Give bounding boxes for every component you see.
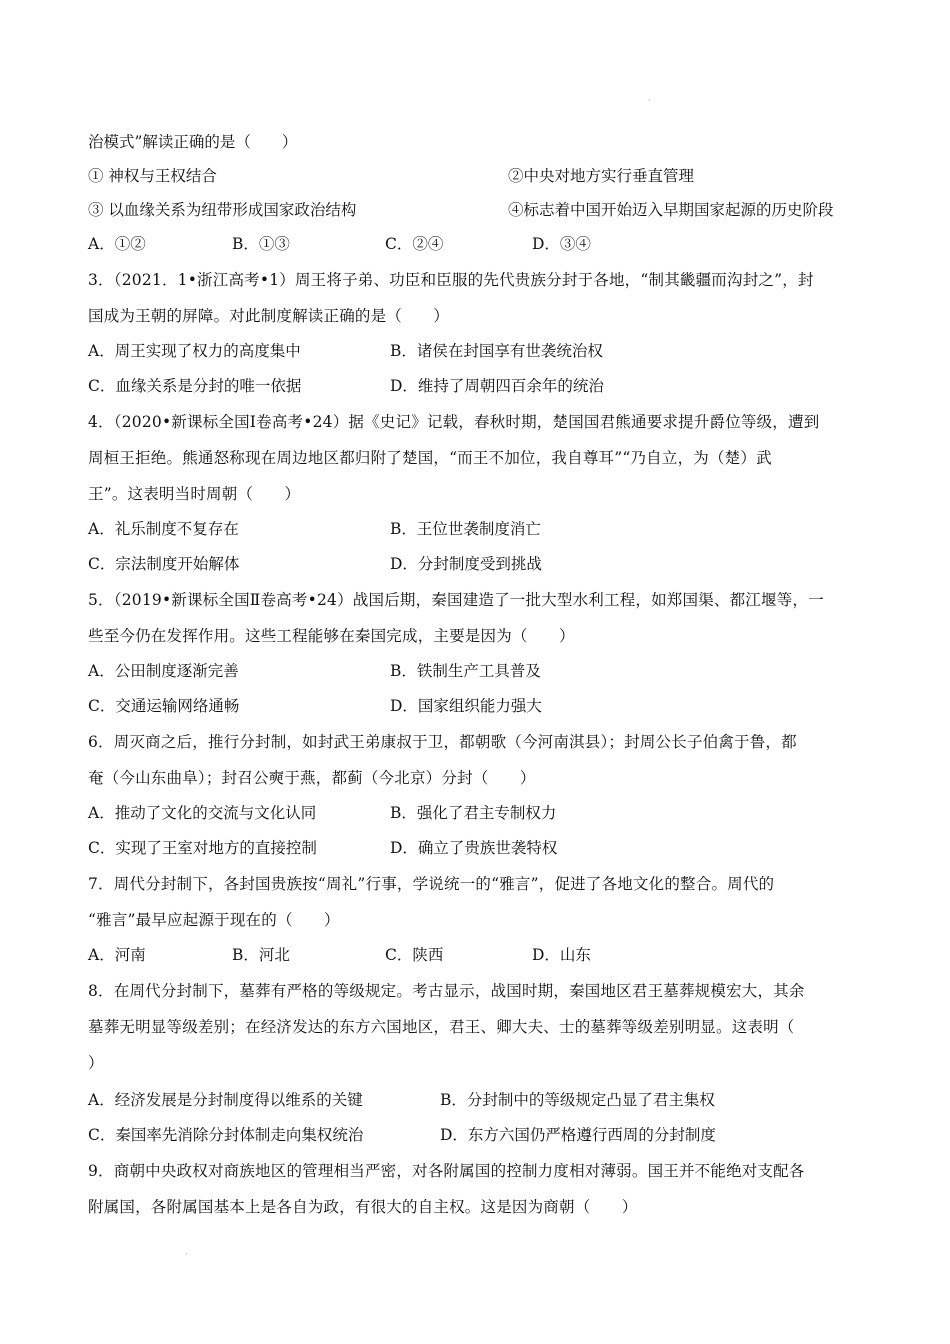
q2-option-d: D．③④ <box>532 235 591 253</box>
q4-line-1: 4．（2020•新课标全国Ⅰ卷高考•24）据《史记》记载，春秋时期，楚国国君熊通要求提升爵位等级，遭到 <box>88 413 820 431</box>
q3-option-a: A．周王实现了权力的高度集中 <box>88 342 301 360</box>
q5-option-d: D．国家组织能力强大 <box>390 697 542 715</box>
q2-option-b: B．①③ <box>232 235 290 253</box>
q7-option-b: B．河北 <box>232 946 290 964</box>
q6-option-b: B．强化了君主专制权力 <box>390 804 557 822</box>
q8-line-2: 墓葬无明显等级差别；在经济发达的东方六国地区，君王、卿大夫、士的墓葬等级差别明显。这表明（ <box>88 1018 795 1036</box>
q4-line-2: 周桓王拒绝。熊通怒称现在周边地区都归附了楚国，“而王不加位，我自尊耳”“乃自立，为（楚）武 <box>88 449 772 467</box>
q6-line-1: 6．周灭商之后，推行分封制，如封武王弟康叔于卫，都朝歌（今河南淇县）；封周公长子伯禽于鲁，都 <box>88 733 797 751</box>
q8-option-a: A．经济发展是分封制度得以维系的关键 <box>88 1091 363 1109</box>
q8-line-3: ） <box>88 1054 104 1072</box>
q6-line-2: 奄（今山东曲阜）；封召公奭于燕，都蓟（今北京）分封（ ） <box>88 769 536 787</box>
choice-2: ②中央对地方实行垂直管理 <box>508 167 695 185</box>
q5-line-1: 5．（2019•新课标全国Ⅱ卷高考•24）战国后期，秦国建造了一批大型水利工程，如郑国渠、都江堰等，一 <box>88 591 824 609</box>
q8-line-1: 8．在周代分封制下，墓葬有严格的等级规定。考古显示，战国时期，秦国地区君王墓葬规模宏大，其余 <box>88 982 805 1000</box>
q4-line-3: 王”。这表明当时周朝（ ） <box>88 485 301 503</box>
question-2-tail: 治模式”解读正确的是（ ） <box>88 133 298 151</box>
choice-1: ① 神权与王权结合 <box>88 167 217 185</box>
q4-option-c: C．宗法制度开始解体 <box>88 555 240 573</box>
q9-line-2: 附属国，各附属国基本上是各自为政，有很大的自主权。这是因为商朝（ ） <box>88 1198 638 1216</box>
q5-line-2: 些至今仍在发挥作用。这些工程能够在秦国完成，主要是因为（ ） <box>88 627 575 645</box>
q3-option-b: B．诸侯在封国享有世袭统治权 <box>390 342 603 360</box>
q3-line-1: 3．（2021．1•浙江高考•1）周王将子弟、功臣和臣服的先代贵族分封于各地，“制其畿疆而沟封之”，封 <box>88 271 814 289</box>
q5-option-c: C．交通运输网络通畅 <box>88 697 240 715</box>
q7-option-d: D．山东 <box>532 946 591 964</box>
q7-option-c: C．陕西 <box>385 946 444 964</box>
q8-option-d: D．东方六国仍严格遵行西周的分封制度 <box>440 1126 716 1144</box>
q7-option-a: A．河南 <box>88 946 146 964</box>
q4-option-a: A．礼乐制度不复存在 <box>88 520 239 538</box>
choice-3: ③ 以血缘关系为纽带形成国家政治结构 <box>88 201 357 219</box>
q3-option-c: C．血缘关系是分封的唯一依据 <box>88 377 302 395</box>
page-mark: · <box>648 96 651 105</box>
q9-line-1: 9．商朝中央政权对商族地区的管理相当严密，对各附属国的控制力度相对薄弱。国王并不能绝对支配各 <box>88 1162 805 1180</box>
q6-option-d: D．确立了贵族世袭特权 <box>390 839 558 857</box>
page-mark-bottom: · <box>185 1250 188 1259</box>
q7-line-1: 7．周代分封制下，各封国贵族按“周礼”行事，学说统一的“雅言”，促进了各地文化的整合。周代的 <box>88 875 775 893</box>
q6-option-a: A．推动了文化的交流与文化认同 <box>88 804 317 822</box>
q7-line-2: “雅言”最早应起源于现在的（ ） <box>88 911 340 929</box>
q4-option-b: B．王位世袭制度消亡 <box>390 520 541 538</box>
q8-option-c: C．秦国率先消除分封体制走向集权统治 <box>88 1126 364 1144</box>
q3-option-d: D．维持了周朝四百余年的统治 <box>390 377 604 395</box>
q8-option-b: B．分封制中的等级规定凸显了君主集权 <box>440 1091 715 1109</box>
q5-option-b: B．铁制生产工具普及 <box>390 662 541 680</box>
choice-4: ④标志着中国开始迈入早期国家起源的历史阶段 <box>508 201 834 219</box>
q5-option-a: A．公田制度逐渐完善 <box>88 662 239 680</box>
q2-option-a: A．①② <box>88 235 146 253</box>
q6-option-c: C．实现了王室对地方的直接控制 <box>88 839 317 857</box>
q3-line-2: 国成为王朝的屏障。对此制度解读正确的是（ ） <box>88 307 450 325</box>
q2-option-c: C．②④ <box>385 235 444 253</box>
q4-option-d: D．分封制度受到挑战 <box>390 555 542 573</box>
